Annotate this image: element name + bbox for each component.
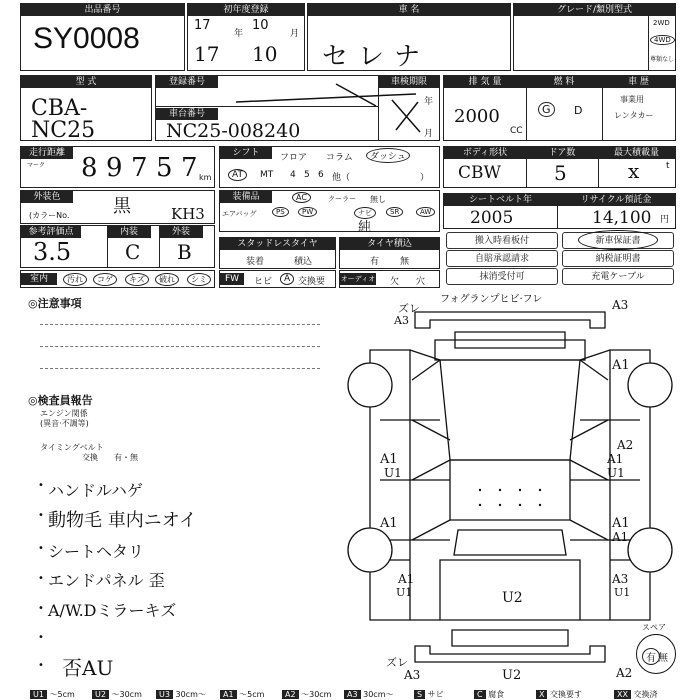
displacement-label: 排 気 量 — [444, 76, 526, 88]
inspection-label: 車検期限 — [378, 76, 440, 88]
legend-xx: XX 交換済 — [614, 689, 658, 700]
spare-label: スペア — [642, 623, 666, 632]
inspector-bullet: • — [38, 510, 44, 521]
diagram-top-note: フォグランプヒビ·フレ — [440, 294, 543, 305]
tire-no: 無 — [400, 257, 410, 267]
inspector-bullet: • — [38, 632, 44, 643]
fw-a: A — [280, 273, 294, 285]
grade-label: グレード/類別型式 — [514, 4, 675, 16]
mileage-d3: 7 — [131, 153, 148, 183]
legend-a1: A1 ～5cm — [220, 689, 264, 700]
equip-navi: ナビ — [354, 207, 376, 219]
first-reg-year-unit: 年 — [234, 29, 244, 39]
notes-line — [40, 324, 320, 325]
room-box — [20, 270, 215, 288]
diagram-mark: A1 — [380, 452, 398, 467]
studless-loaded: 積込 — [294, 257, 313, 267]
shift-floor: フロア — [280, 153, 308, 163]
shift-label: シフト — [220, 147, 272, 159]
equip-sr: SR — [386, 207, 403, 217]
equip-pw: PW — [298, 207, 317, 217]
diagram-mark: U2 — [502, 668, 522, 683]
recycle-value: 14,100 — [592, 208, 652, 228]
eval-label: 参考評価点 — [21, 226, 81, 238]
inspector-bullet: • — [38, 573, 44, 584]
room-stain: シミ — [187, 273, 211, 286]
model-label: 型 式 — [21, 76, 151, 88]
capacity-label: 最大積載量 — [598, 147, 675, 159]
fw-label: FW — [220, 273, 244, 285]
equip-cooler: クーラー — [328, 195, 356, 203]
shift-at: AT — [228, 169, 247, 181]
audio-label: オーディオ — [340, 275, 376, 283]
lot-box — [20, 3, 185, 71]
audio-box — [339, 270, 440, 288]
grade-box — [513, 3, 676, 71]
inspector-item-1: ハンドルハゲ — [48, 481, 143, 500]
legend-a3: A3 30cm～ — [344, 689, 393, 700]
shift-mt: MT — [260, 170, 274, 180]
mileage-d4: 5 — [156, 153, 173, 183]
fw-exchange: 交換要 — [298, 277, 326, 287]
recycle-unit: 円 — [660, 215, 670, 225]
legend-u3: U3 30cm～ — [156, 689, 206, 700]
diagram-mark: A1 — [612, 530, 629, 544]
drive-4wd: 4WD — [650, 35, 675, 45]
inspector-item-7: 否AU — [62, 656, 114, 680]
tire-yes: 有 — [370, 257, 380, 267]
inspector-bullet: • — [38, 543, 44, 554]
mileage-sub: マーク — [27, 162, 46, 169]
shift-4: 4 — [290, 170, 296, 180]
doc-cancel: 抹消受付可 — [446, 268, 558, 285]
chassis-value: NC25-008240 — [166, 120, 301, 142]
car-name: セレナ — [322, 42, 431, 72]
first-reg-month-printed: 10 — [252, 18, 269, 33]
model-box — [20, 75, 152, 141]
mileage-d5: 7 — [181, 153, 198, 183]
inspector-item-2: 動物毛 車内ニオイ — [48, 510, 197, 531]
shift-other-close: ） — [420, 173, 430, 183]
diagram-mark: A1 — [612, 516, 630, 531]
room-label: 室内 — [21, 273, 57, 285]
shift-dash: ダッシュ — [366, 148, 410, 163]
inspector-item-3: シートヘタリ — [48, 542, 145, 561]
seatbelt-label: シートベルト年 — [444, 194, 557, 206]
diagram-mark: U1 — [607, 466, 625, 480]
audio-missing: 欠 — [390, 277, 400, 287]
diagram-mark: A1 — [607, 452, 624, 466]
equip-aw: AW — [416, 207, 435, 217]
color-label: 外装色 — [21, 191, 73, 203]
capacity-unit: t — [666, 161, 670, 171]
diagram-mark: ズレ — [398, 302, 420, 315]
studless-box — [219, 237, 336, 269]
seatbelt-value: 2005 — [470, 208, 514, 228]
notes-line — [40, 368, 320, 369]
equip-label: 装備品 — [220, 191, 272, 203]
studless-mounted: 装着 — [246, 257, 265, 267]
fuel-g: G — [538, 102, 555, 117]
exterior-label: 外装 — [159, 226, 203, 238]
engine-label: エンジン関係 — [40, 409, 88, 418]
lot-number: SY0008 — [33, 22, 140, 55]
tire-box — [339, 237, 440, 269]
tire-label: タイヤ積込 — [340, 238, 439, 250]
fuel-d: D — [574, 104, 583, 117]
drive-none: 尊類なし — [650, 56, 675, 63]
room-scratch: キズ — [125, 273, 149, 286]
equip-box — [219, 190, 440, 235]
shift-other: 他（ — [332, 173, 351, 183]
timing-exchange: 交換 — [82, 453, 98, 462]
diagram-mark: A3 — [612, 298, 629, 312]
legend-u2: U2 ～30cm — [92, 689, 142, 700]
spare-no: 無 — [658, 653, 668, 664]
color-code-label: (カラーNo. — [29, 211, 70, 220]
diagram-mark: U1 — [384, 466, 402, 480]
interior-value: C — [125, 240, 141, 264]
displacement-box — [443, 75, 676, 141]
body-value: CBW — [458, 163, 501, 183]
reg-box — [155, 75, 440, 141]
shift-column: コラム — [326, 153, 353, 163]
lot-label: 出品番号 — [21, 4, 184, 16]
car-name-box — [307, 3, 511, 71]
history-rental: レンタカー — [614, 111, 654, 120]
doc-tax: 納税証明書 — [562, 250, 674, 267]
fuel-label: 燃 料 — [526, 76, 602, 88]
doc-arrival-sign: 搬入時看板付 — [446, 232, 558, 249]
inspector-item-4: エンドパネル 歪 — [48, 571, 165, 590]
inspector-bullet: • — [38, 480, 44, 491]
fw-box — [219, 270, 336, 288]
diagram-mark: U1 — [614, 586, 631, 599]
inspector-title: ◎検査員報告 — [28, 394, 93, 407]
diagram-mark: A1 — [380, 516, 398, 531]
inspector-item-5: A/W.Dミラーキズ — [48, 601, 177, 620]
exterior-value: B — [177, 240, 192, 264]
mileage-label: 走行距離 — [21, 147, 73, 159]
mileage-unit: km — [199, 173, 212, 182]
reg-label: 登録番号 — [156, 76, 218, 88]
room-tear: 破れ — [155, 273, 179, 286]
studless-label: スタッドレスタイヤ — [220, 238, 335, 250]
engine-sub: (異音·不調等) — [40, 419, 89, 428]
diagram-mark: A3 — [404, 668, 421, 682]
doc-cable: 充電ケーブル — [562, 268, 674, 285]
first-reg-year-printed: 17 — [194, 18, 211, 33]
recycle-label: リサイクル預託金 — [557, 194, 675, 206]
color-code: KH3 — [171, 205, 205, 223]
mileage-d2: 9 — [106, 153, 123, 183]
timing-label: タイミングベルト — [40, 443, 104, 452]
equip-ac: AC — [292, 192, 311, 203]
notes-line — [40, 346, 320, 347]
diagram-mark: A3 — [394, 314, 409, 327]
mileage-box — [20, 146, 215, 188]
history-business: 事業用 — [620, 95, 644, 104]
timing-options: 有・無 — [114, 453, 138, 462]
interior-label: 内装 — [107, 226, 151, 238]
legend-c: C 腐食 — [474, 689, 504, 700]
shift-box — [219, 146, 440, 188]
eval-box — [20, 225, 215, 268]
color-value: 黒 — [113, 196, 131, 217]
diagram-mark: A3 — [612, 572, 629, 586]
drive-2wd: 2WD — [653, 19, 670, 27]
doors-label: ドア数 — [526, 147, 598, 159]
first-reg-year-hw: 17 — [194, 42, 220, 66]
doc-warranty: 新車保証書 — [562, 232, 674, 249]
equip-ps: PS — [272, 207, 289, 217]
equip-airbag: エアバッグ — [222, 210, 257, 218]
diagram-mark: U2 — [502, 590, 523, 606]
car-name-label: 車 名 — [308, 4, 510, 16]
first-reg-box — [187, 3, 305, 71]
inspection-year-unit: 年 — [424, 97, 434, 107]
equip-hw: 純 — [358, 220, 372, 235]
room-dirt: 汚れ — [63, 273, 87, 286]
body-box — [443, 146, 676, 188]
inspection-cross — [388, 96, 424, 136]
diagram-mark: A2 — [616, 666, 633, 680]
body-label: ボディ形状 — [444, 147, 526, 159]
eval-value: 3.5 — [33, 238, 72, 266]
first-reg-month-hw: 10 — [252, 42, 278, 66]
notes-title: ◎注意事項 — [28, 297, 82, 310]
color-box — [20, 190, 215, 224]
doors-value: 5 — [554, 161, 567, 185]
reg-divider — [156, 106, 378, 107]
inspector-bullet: • — [38, 660, 44, 671]
diagram-mark: U1 — [396, 586, 413, 599]
spare-yes: 有 — [642, 648, 660, 665]
legend-s: S サビ — [414, 689, 444, 700]
room-burn: コゲ — [93, 273, 117, 286]
displacement-value: 2000 — [454, 106, 500, 127]
legend-x: X 交換要す — [536, 689, 582, 700]
doc-insurance: 自賠承認請求 — [446, 250, 558, 267]
mileage-d1: 8 — [81, 153, 98, 183]
equip-none: 無し — [370, 195, 386, 204]
fw-crack: ヒビ — [254, 277, 273, 287]
capacity-value: x — [628, 159, 640, 183]
audio-hole: 穴 — [416, 277, 426, 287]
first-reg-label: 初年度登録 — [188, 4, 304, 16]
first-reg-month-unit: 月 — [290, 29, 300, 39]
inspection-month-unit: 月 — [424, 129, 434, 139]
diagram-mark: A2 — [617, 438, 634, 452]
legend-a2: A2 ～30cm — [282, 689, 331, 700]
shift-6: 6 — [318, 170, 324, 180]
diagram-mark: A1 — [398, 572, 415, 586]
history-label: 車 歴 — [602, 76, 675, 88]
car-diagram — [340, 290, 685, 685]
diagram-mark: A1 — [612, 358, 630, 373]
legend-u1: U1 ～5cm — [30, 689, 75, 700]
inspector-bullet: • — [38, 603, 44, 614]
chassis-label: 車台番号 — [156, 108, 218, 120]
cc-unit: CC — [510, 126, 523, 136]
shift-5: 5 — [304, 170, 310, 180]
model-value: CBA-NC25 — [31, 96, 96, 143]
diagram-mark: ズレ — [386, 656, 408, 669]
warranty-circle — [578, 230, 658, 250]
seatbelt-box — [443, 193, 676, 229]
